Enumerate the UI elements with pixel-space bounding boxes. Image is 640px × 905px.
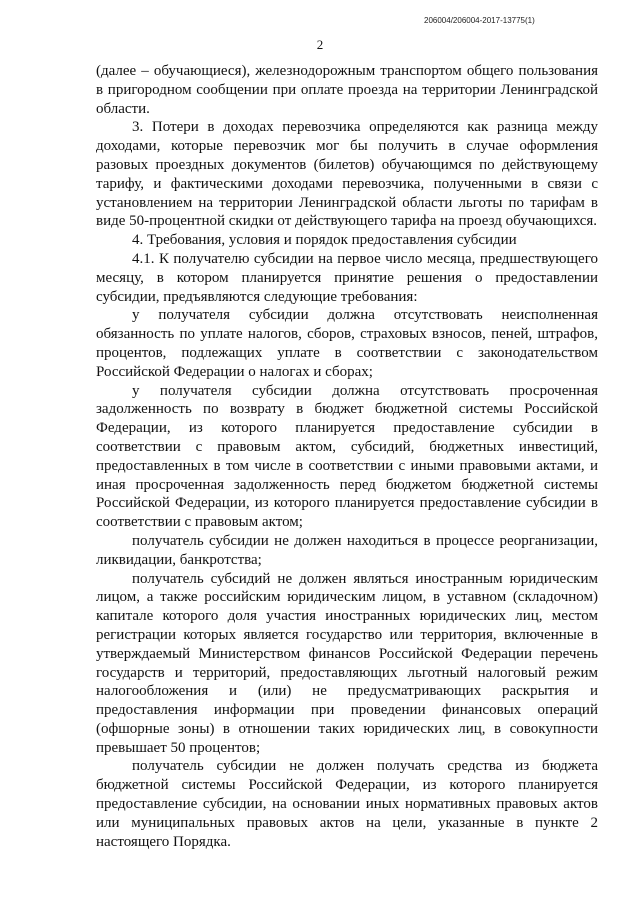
document-number: 206004/206004-2017-13775(1) <box>424 16 535 25</box>
section-heading-4: 4. Требования, условия и порядок предоставления субсидии <box>132 232 517 249</box>
paragraph-4-1: 4.1. К получателю субсидии на первое число месяца, предшествующего месяцу, в котором планируется принятие решения о предоставлении субсидии, предъявляются следующие требования: <box>96 250 598 305</box>
requirement-debt: у получателя субсидии должна отсутствовать просроченная задолженность по возврату в бюджет бюджетной системы Российской Федерации, из которого планируется предоставление субсидии в соответствии с правовым актом, субсидий, бюджетных инвестиций, предоставленных в том числе в соответствии с иными правовыми актами, и иная просроченная задолженность перед бюджетом бюджетной системы Российской Федерации, из которого планируется предоставление субсидии в соответствии с правовым актом; <box>96 382 598 531</box>
requirement-other-funds: получатель субсидии не должен получать средства из бюджета бюджетной системы Российской Федерации, из которого планируется предоставление субсидии, на основании иных нормативных правовых актов или муниципальных правовых актов на цели, указанные в пункте 2 настоящего Порядка. <box>96 758 598 850</box>
paragraph-continuation: (далее – обучающиеся), железнодорожным транспортом общего пользования в пригородном сообщении при оплате проезда на территории Ленинградской области. <box>96 63 598 117</box>
page-number: 2 <box>316 37 324 52</box>
paragraph-3: 3. Потери в доходах перевозчика определяются как разница между доходами, которые перевозчик мог бы получить в случае оформления разовых проездных документов (билетов) обучающимся по действующему тарифу, и фактическими доходами перевозчика, полученными в связи с установлением на территории Ленинградской области льготы по тарифам в виде 50-процентной скидки от действующего тарифа на проезд обучающихся. <box>96 119 598 230</box>
document-body <box>96 62 598 851</box>
requirement-reorganization: получатель субсидии не должен находиться в процессе реорганизации, ликвидации, банкротства; <box>96 532 598 568</box>
requirement-foreign-entity: получатель субсидий не должен являться иностранным юридическим лицом, а также российским юридическим лицом, в уставном (складочном) капитале которого доля участия иностранных юридических лиц, местом регистрации которых является государство или территория, включенные в утверждаемый Министерством финансов Российской Федерации перечень государств и территорий, предоставляющих льготный налоговый режим налогообложения и (или) не предусматривающих раскрытия и предоставления информации при проведении финансовых операций (офшорные зоны) в отношении таких юридических лиц, в совокупности превышает 50 процентов; <box>96 570 598 756</box>
requirement-taxes: у получателя субсидии должна отсутствовать неисполненная обязанность по уплате налогов, сборов, страховых взносов, пеней, штрафов, процентов, подлежащих уплате в соответствии с законодательством Российской Федерации о налогах и сборах; <box>96 307 598 380</box>
